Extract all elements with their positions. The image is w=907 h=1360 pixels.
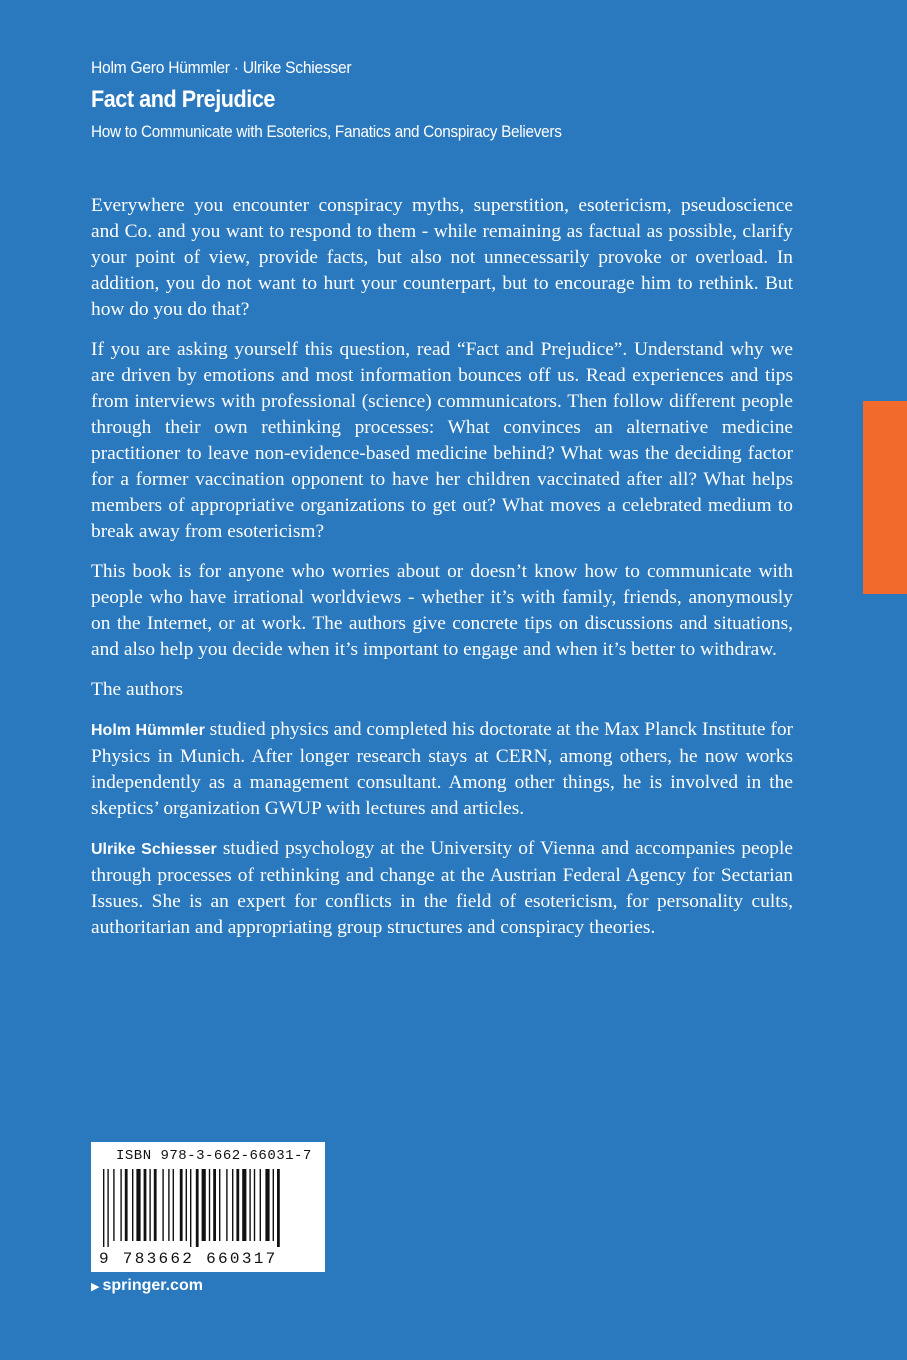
- book-title: Fact and Prejudice: [91, 86, 275, 113]
- barcode-bar: [209, 1169, 210, 1241]
- barcode-bar: [168, 1169, 169, 1241]
- barcode-bar: [254, 1169, 255, 1241]
- barcode-bar: [149, 1169, 150, 1241]
- barcode-bar: [132, 1169, 133, 1241]
- author-bio-text-2: studied psychology at the University of Vienna and accompanies people through processes of rethinking and change at the Austrian Federal Agency for Sectarian Issues. She is an expert for conflicts in the field of esotericism, for personality cults, authoritarian and appropriating group structures and conspiracy theories.: [91, 838, 793, 938]
- barcode-bar: [249, 1169, 250, 1241]
- barcode-bar: [120, 1169, 121, 1241]
- barcode-bar: [144, 1169, 147, 1241]
- author-name-2: Ulrike Schiesser: [91, 841, 217, 858]
- book-subtitle: How to Communicate with Esoterics, Fanatics and Conspiracy Believers: [91, 122, 562, 141]
- back-cover-text: [91, 193, 793, 955]
- barcode-bar: [242, 1169, 246, 1241]
- barcode-bar: [125, 1169, 128, 1241]
- publisher-website: springer.com: [102, 1277, 203, 1294]
- barcode-bar: [213, 1169, 216, 1241]
- barcode-bar: [113, 1169, 114, 1241]
- barcode-digits: 9 783662 660317: [99, 1250, 278, 1268]
- barcode-bar: [226, 1169, 227, 1241]
- orange-spine-tab: [863, 401, 907, 594]
- barcode-bar: [186, 1169, 187, 1241]
- barcode-bar: [136, 1169, 140, 1241]
- barcode-bars: [101, 1169, 315, 1247]
- blurb-paragraph-1: Everywhere you encounter conspiracy myths, superstition, esotericism, pseudoscience and Co. and you want to respond to them - while remaining as factual as possible, clarify your point of view, provide facts, but also not unnecessarily provoke or overload. In addition, you do not want to hurt your counterpart, but to encourage him to rethink. But how do you do that?: [91, 195, 793, 320]
- barcode-bar: [260, 1169, 261, 1241]
- barcode-bar: [190, 1169, 191, 1247]
- publisher-link[interactable]: [91, 1277, 203, 1295]
- authors-heading: The authors: [91, 679, 184, 700]
- barcode-bar: [162, 1169, 163, 1241]
- barcode-box: [91, 1142, 325, 1272]
- barcode-bar: [232, 1169, 233, 1241]
- barcode-bar: [180, 1169, 183, 1241]
- barcode-bar: [219, 1169, 220, 1241]
- barcode-bar: [265, 1169, 269, 1241]
- barcode-bar: [236, 1169, 239, 1241]
- author-bio-1: [91, 717, 793, 822]
- barcode-bar: [173, 1169, 174, 1241]
- barcode-bar: [107, 1169, 108, 1247]
- isbn-label: ISBN 978-3-662-66031-7: [116, 1148, 312, 1164]
- triangle-right-icon: ▶: [91, 1281, 100, 1293]
- barcode-bar: [103, 1169, 104, 1247]
- barcode-bar: [154, 1169, 157, 1241]
- author-name-1: Holm Hümmler: [91, 722, 205, 739]
- barcode-bar: [202, 1169, 206, 1241]
- blurb-paragraph-3: This book is for anyone who worries about or doesn’t know how to communicate with people who have irrational worldviews - whether it’s with family, friends, anonymously on the Internet, or at work. The authors give concrete tips on discussions and situations, and also help you decide when it’s important to engage and when it’s better to withdraw.: [91, 561, 793, 660]
- authors-line: Holm Gero Hümmler · Ulrike Schiesser: [91, 58, 352, 77]
- blurb-paragraph-2: If you are asking yourself this question, read “Fact and Prejudice”. Understand why we are driven by emotions and most information bounces off us. Read experiences and tips from interviews with professional (science) communicators. Then follow different people through their own rethinking processes: What convinces an alternative medicine practitioner to leave non-evidence-based medicine behind? What was the deciding factor for a former vaccination opponent to have her children vaccinated after all? What helps members of appropriative organizations to get out? What moves a celebrated medium to break away from esotericism?: [91, 339, 793, 542]
- barcode-bar: [277, 1169, 280, 1247]
- author-bio-2: [91, 836, 793, 941]
- barcode-bar: [196, 1169, 199, 1247]
- author-bio-text-1: studied physics and completed his doctorate at the Max Planck Institute for Physics in Munich. After longer research stays at CERN, among others, he now works independently as a management consultant. Among other things, he is involved in the skeptics’ organization GWUP with lectures and articles.: [91, 719, 794, 819]
- barcode-bar: [273, 1169, 274, 1241]
